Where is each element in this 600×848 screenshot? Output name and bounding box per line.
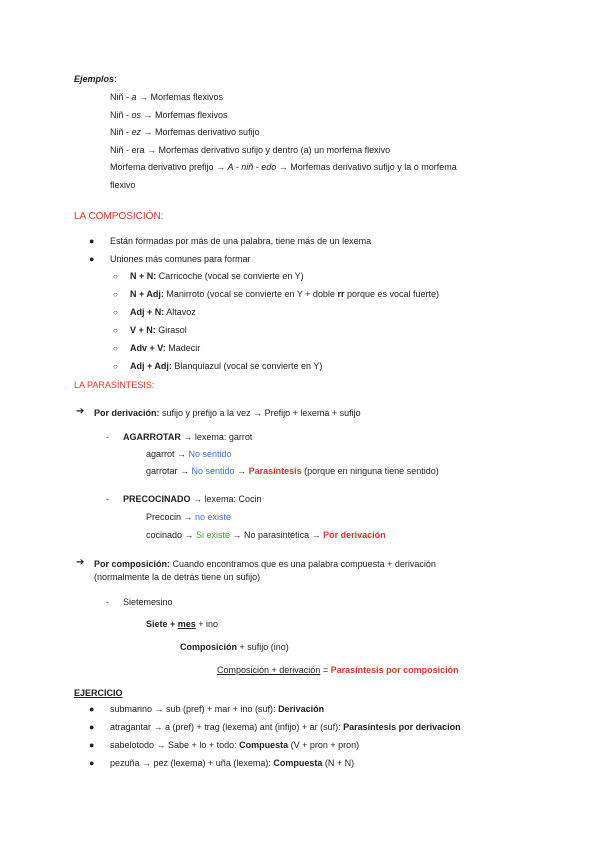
union-item: Adj + N: Altavoz	[130, 307, 196, 317]
ejercicio-item: pezuña → pez (lexema) + uña (lexema): Compuesta (N + N)	[110, 758, 355, 768]
dash-icon: -	[106, 432, 109, 442]
ejemplo-line-4: Niñ - era → Morfemas derivativo sufijo y dentro (a) un morfema flexivo	[110, 145, 391, 155]
ejemplo-line-1: Niñ - a → Morfemas flexivos	[110, 92, 224, 102]
precocinado-line: PRECOCINADO → lexema: Cocin	[123, 494, 262, 504]
circle-bullet-icon: ○	[113, 326, 118, 335]
composicion-bullet-1: Están formadas por más de una palabra, tiene más de un lexema	[110, 236, 372, 246]
dash-icon: -	[106, 494, 109, 504]
bullet-icon: ●	[89, 758, 95, 768]
formula-line: Composición + derivación = Parasíntesis por composición	[217, 665, 459, 675]
sietemesino-line: Sietemesino	[123, 597, 173, 607]
circle-bullet-icon: ○	[113, 272, 118, 281]
precocin-line: Precocin → no existe	[146, 512, 232, 522]
bullet-icon: ●	[89, 254, 95, 264]
cocinado-line: cocinado → Si existe → No parasintética → Por derivación	[146, 530, 386, 540]
ejercicio-item: sabelotodo → Sabe + lo + todo: Compuesta (V + pron + pron)	[110, 740, 360, 750]
ejemplo-line-5-cont: flexivo	[110, 180, 136, 190]
composicion-sufijo-line: Composición + sufijo (ino)	[180, 642, 289, 652]
union-item: Adv + V: Madecir	[130, 343, 201, 353]
ejercicio-item: submarino → sub (pref) + mar + ino (suf): Derivación	[110, 704, 325, 714]
parasintesis-heading: LA PARASÍNTESIS:	[74, 380, 155, 390]
garrotar-line: garrotar → No sentido → Parasíntesis (porque en ninguna tiene sentido)	[146, 466, 439, 476]
arrow-right-icon: ➔	[76, 557, 85, 568]
bullet-icon: ●	[89, 704, 95, 714]
circle-bullet-icon: ○	[113, 308, 118, 317]
ejercicio-heading: EJERCICIO	[74, 688, 123, 698]
por-composicion-line-cont: (normalmente la de detrás tiene un sufijo)	[94, 572, 261, 582]
circle-bullet-icon: ○	[113, 290, 118, 299]
bullet-icon: ●	[89, 236, 95, 246]
union-item: Adj + Adj: Blanquiazul (vocal se convierte en Y)	[130, 361, 323, 371]
ejemplo-line-2: Niñ - os → Morfemas flexivos	[110, 110, 228, 120]
bullet-icon: ●	[89, 722, 95, 732]
circle-bullet-icon: ○	[113, 362, 118, 371]
union-item: N + N: Carricoche (vocal se convierte en Y)	[130, 271, 304, 281]
composicion-heading: LA COMPOSICIÓN:	[74, 211, 164, 222]
union-item: V + N: Girasol	[130, 325, 187, 335]
ejemplos-label: Ejemplos:	[74, 74, 118, 84]
circle-bullet-icon: ○	[113, 344, 118, 353]
ejercicio-item: atragantar → a (pref) + trag (lexema) ant (infijo) + ar (suf): Parasíntesis por derivacion	[110, 722, 461, 732]
composicion-bullet-2: Uniones más comunes para formar	[110, 254, 251, 264]
agarrot-line: agarrot → No sentido	[146, 449, 232, 459]
siete-mes-ino-line: Siete + mes + ino	[146, 619, 219, 629]
union-item: N + Adj: Manirroto (vocal se convierte en Y + doble rr porque es vocal fuerte)	[130, 289, 440, 299]
arrow-right-icon: ➔	[76, 406, 85, 417]
por-derivacion-line: Por derivación: sufijo y prefijo a la vez → Prefijo + lexema + sufijo	[94, 408, 361, 418]
ejemplo-line-3: Niñ - ez → Morfemas derivativo sufijo	[110, 127, 260, 137]
bullet-icon: ●	[89, 740, 95, 750]
por-composicion-line: Por composición: Cuando encontramos que es una palabra compuesta + derivación	[94, 559, 436, 569]
agarrotar-line: AGARROTAR → lexema: garrot	[123, 432, 253, 442]
ejemplo-line-5: Morfema derivativo prefijo → A - niñ - edo → Morfemas derivativo sufijo y la o morfema	[110, 162, 457, 172]
dash-icon: -	[106, 597, 109, 607]
